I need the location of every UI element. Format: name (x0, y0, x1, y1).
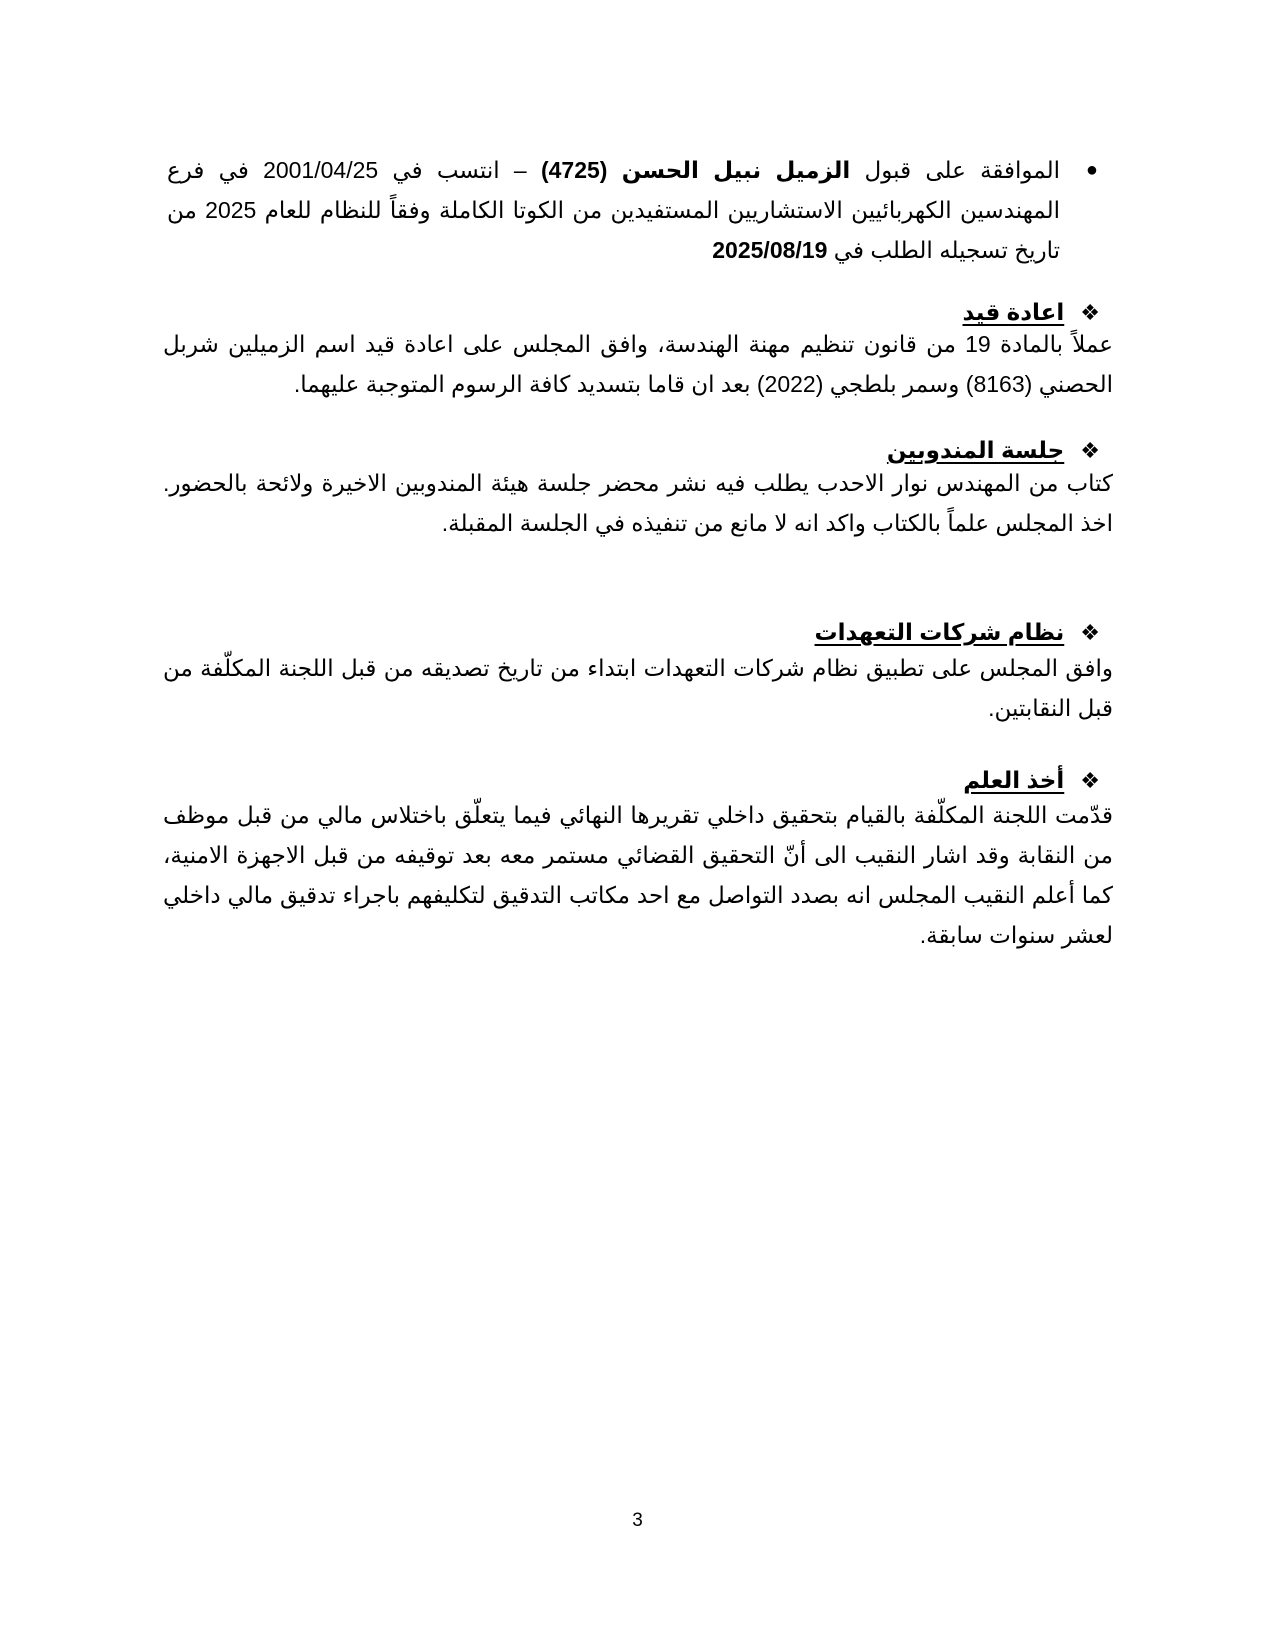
bullet-bold-date: 2025/08/19 (712, 237, 828, 263)
diamond-bullet-icon: ❖ (1080, 620, 1100, 645)
section-body-reregistration: عملاً بالمادة 19 من قانون تنظيم مهنة الهندسة، وافق المجلس على اعادة قيد اسم الزميلين شربل الحصني (8163) وسمر بلطجي (2022) بعد ان قاما بتسديد كافة الرسوم المتوجبة عليهما. (163, 331, 1113, 397)
page-number: 3 (632, 1510, 643, 1531)
bullet-dot-icon: ● (1085, 159, 1098, 181)
diamond-bullet-icon: ❖ (1080, 768, 1100, 793)
bullet-text-part1: الموافقة على قبول (850, 157, 1060, 183)
section-body-contracting-companies: وافق المجلس على تطبيق نظام شركات التعهدات ابتداء من تاريخ تصديقه من قبل اللجنة المكلّفة من قبل النقابتين. (163, 655, 1113, 721)
diamond-bullet-icon: ❖ (1080, 438, 1100, 463)
section-title: اعادة قيد (962, 299, 1065, 325)
diamond-bullet-icon: ❖ (1080, 300, 1100, 325)
section-title: جلسة المندوبين (886, 437, 1065, 463)
bullet-item (167, 150, 1098, 270)
bullet-text-part2: – انتسب في 2001/04/25 في فرع المهندسين الكهربائيين الاستشاريين المستفيدين من الكوتا الكاملة وفقاً للنظام للعام 2025 من تاريخ تسجيله الطلب في (167, 157, 1061, 263)
bullet-bold-name: الزميل نبيل الحسن (4725) (540, 157, 851, 183)
section-heading-contracting-companies (815, 612, 1100, 653)
section-body-delegates-session: كتاب من المهندس نوار الاحدب يطلب فيه نشر محضر جلسة هيئة المندوبين الاخيرة ولائحة بالحضور. اخذ المجلس علماً بالكتاب واكد انه لا مانع من تنفيذه في الجلسة المقبلة. (163, 470, 1113, 536)
section-title: أخذ العلم (963, 767, 1065, 793)
section-body-noted: قدّمت اللجنة المكلّفة بالقيام بتحقيق داخلي تقريرها النهائي فيما يتعلّق باختلاس مالي من قبل موظف من النقابة وقد اشار النقيب الى أنّ التحقيق القضائي مستمر معه بعد توقيفه من قبل الاجهزة الامنية، كما أعلم النقيب المجلس انه بصدد التواصل مع احد مكاتب التدقيق لتكليفهم باجراء تدقيق مالي داخلي لعشر سنوات سابقة. (163, 802, 1113, 948)
section-title: نظام شركات التعهدات (814, 619, 1065, 645)
